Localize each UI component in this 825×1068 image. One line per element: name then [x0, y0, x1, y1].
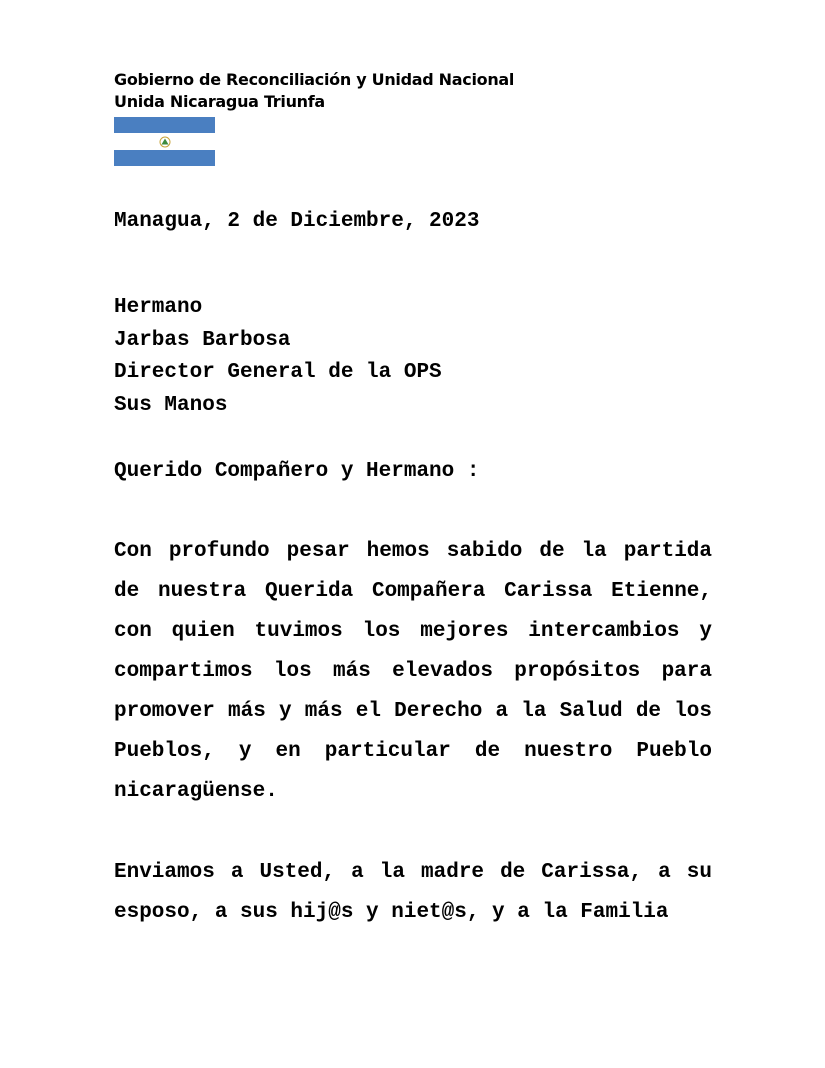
flag-bottom-stripe [114, 150, 215, 166]
letter-date: Managua, 2 de Diciembre, 2023 [114, 210, 480, 233]
letterhead-slogan: Unida Nicaragua Triunfa [114, 92, 325, 111]
recipient-line: Jarbas Barbosa [114, 328, 291, 352]
letterhead-government-name: Gobierno de Reconciliación y Unidad Nacional [114, 70, 515, 89]
flag-middle-stripe [114, 133, 215, 150]
recipient-line: Hermano [114, 296, 203, 319]
recipient-line: Sus Manos [114, 393, 228, 417]
nicaragua-flag-icon [114, 117, 215, 166]
coat-of-arms-icon [159, 136, 171, 148]
flag-top-stripe [114, 117, 215, 133]
salutation: Querido Compañero y Hermano : [114, 460, 480, 483]
recipient-line: Director General de la OPS [114, 361, 442, 384]
body-paragraph: Con profundo pesar hemos sabido de la partida de nuestra Querida Compañera Carissa Etienne, con quien tuvimos los mejores intercambios y compartimos los más elevados propósitos para promover más y más el Derecho a la Salud de los Pueblos, y en particular de nuestro Pueblo nicaragüense. [114, 540, 712, 803]
letterhead [114, 69, 514, 113]
recipient-block [114, 292, 442, 422]
body-paragraph: Enviamos a Usted, a la madre de Carissa, a su esposo, a sus hij@s y niet@s, y a la Familia [114, 861, 712, 924]
